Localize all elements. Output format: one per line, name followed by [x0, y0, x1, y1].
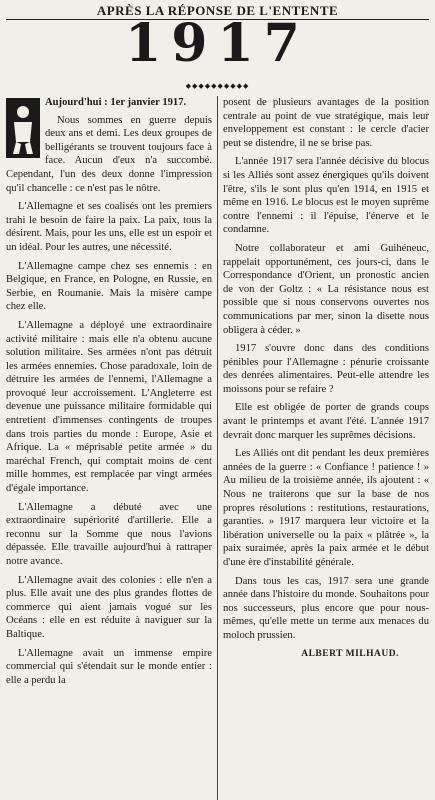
- paragraph: L'Allemagne a débuté avec une extraordinaire supériorité d'artillerie. Elle a reconnu sur la Somme que nous l'avions dépassée. Elle travaille aujourd'hui à rattraper notre avance.: [6, 501, 212, 567]
- paragraph: L'Allemagne a déployé une extraordinaire activité militaire : mais elle n'a obtenu aucune solution militaire. Ses armées n'ont pas détruit les armées ennemies. Chose paradoxale, loin de détruire les armées de l'ennemi, l'Allemagne a provoqué leur accroissement. L'Angleterre est devenue une puissance militaire formidable qui entretient d'immenses contingents de troupes dans trois parties du monde : Europe, Asie et Afrique. La « méprisable petite armée » du maréchal French, qui comptait moins de cent mille hommes, est remplacée par vingt armées d'égale importance.: [6, 319, 212, 495]
- paragraph: Les Alliés ont dit pendant les deux premières années de la guerre : « Confiance ! patience ! » Au milieu de la troisième année, ils ajoutent : « Nous ne traiterons que sur la base de nos propres résolutions : restitutions, restaurations, garanties. » 1917 marquera leur victoire et la libération universelle ou la paix « plâtrée », la paix suraimée, après la paix armée et le début d'une ère d'instabilité générale.: [223, 448, 429, 568]
- article-kicker: APRÈS LA RÉPONSE DE L'ENTENTE: [96, 3, 339, 18]
- paragraph: L'Allemagne campe chez ses ennemis : en Belgique, en France, en Pologne, en Russie, en Serbie, en Roumanie. Mais la misère campe chez elle.: [6, 260, 212, 313]
- paragraph: 1917 s'ouvre donc dans des conditions pénibles pour l'Allemagne : pénurie croissante des denrées alimentaires. Peut-elle attendre les moissons pour se refaire ?: [223, 343, 429, 395]
- author-signature: ALBERT MILHAUD.: [301, 648, 399, 659]
- paragraph: Notre collaborateur et ami Guihéneuc, rappelait opportunément, ces jours-ci, dans le Correspondance d'Orient, un pronostic ancien de von der Goltz : « La résistance nous est possible que si nous conservons ouvertes nos communications par mer, sinon la disette nous obligera à céder. »: [223, 242, 429, 336]
- left-column: [6, 96, 217, 800]
- illustrated-initial: [6, 98, 40, 158]
- article-title: 1917: [125, 13, 310, 74]
- paragraph: Dans tous les cas, 1917 sera une grande année dans l'histoire du monde. Souhaitons pour nos successeurs, plus encore que pour nous-mêmes, qu'elle mette un terme aux menaces du moloch prussien.: [223, 575, 429, 641]
- paragraph: Aujourd'hui : 1er janvier 1917.: [45, 97, 187, 108]
- paragraph: Nous sommes en guerre depuis deux ans et demi. Les deux groupes de belligérants se trouvent toujours face à face. Aucun d'eux n'a succombé. Cependant, l'un des deux donne l'impression qu'il chancelle : ce n'est pas le nôtre.: [6, 114, 212, 194]
- paragraph: Elle est obligée de porter de grands coups avant le printemps et avant l'été. L'année 1917 devrait donc marquer les suprêmes décisions.: [223, 402, 429, 441]
- paragraph: L'année 1917 sera l'année décisive du blocus si les Alliés sont assez énergiques qu'ils doivent l'être, s'ils le sont plus qu'en 1914, en 1915 et même en 1916. Le blocus est le moyen suprême contre l'ennemi : il l'épuise, l'énerve et le condamne.: [223, 156, 429, 236]
- right-column: [217, 96, 429, 800]
- paragraph: posent de plusieurs avantages de la position centrale au point de vue stratégique, mais leur enveloppement est constant : le cercle d'acier peut se distendre, il ne se brise pas.: [223, 97, 429, 149]
- paragraph: L'Allemagne et ses coalisés ont les premiers trahi le besoin de faire la paix. La paix, tous la désirent. Mais, pour les uns, elle est un espoir et un idéal. Pour les autres, une nécessité.: [6, 201, 212, 253]
- article-body: [6, 96, 429, 800]
- paragraph: L'Allemagne avait des colonies : elle n'en a plus. Elle avait une des plus grandes flottes de commerce qui aient jamais vogué sur les Océans : elle en est réduite à naviguer sur la Baltique.: [6, 574, 212, 640]
- paragraph: L'Allemagne avait un immense empire commercial qui s'étendait sur le monde entier : elle a perdu la: [6, 647, 212, 686]
- title-ornament: ◆◆◆◆◆◆◆◆◆◆: [185, 82, 250, 90]
